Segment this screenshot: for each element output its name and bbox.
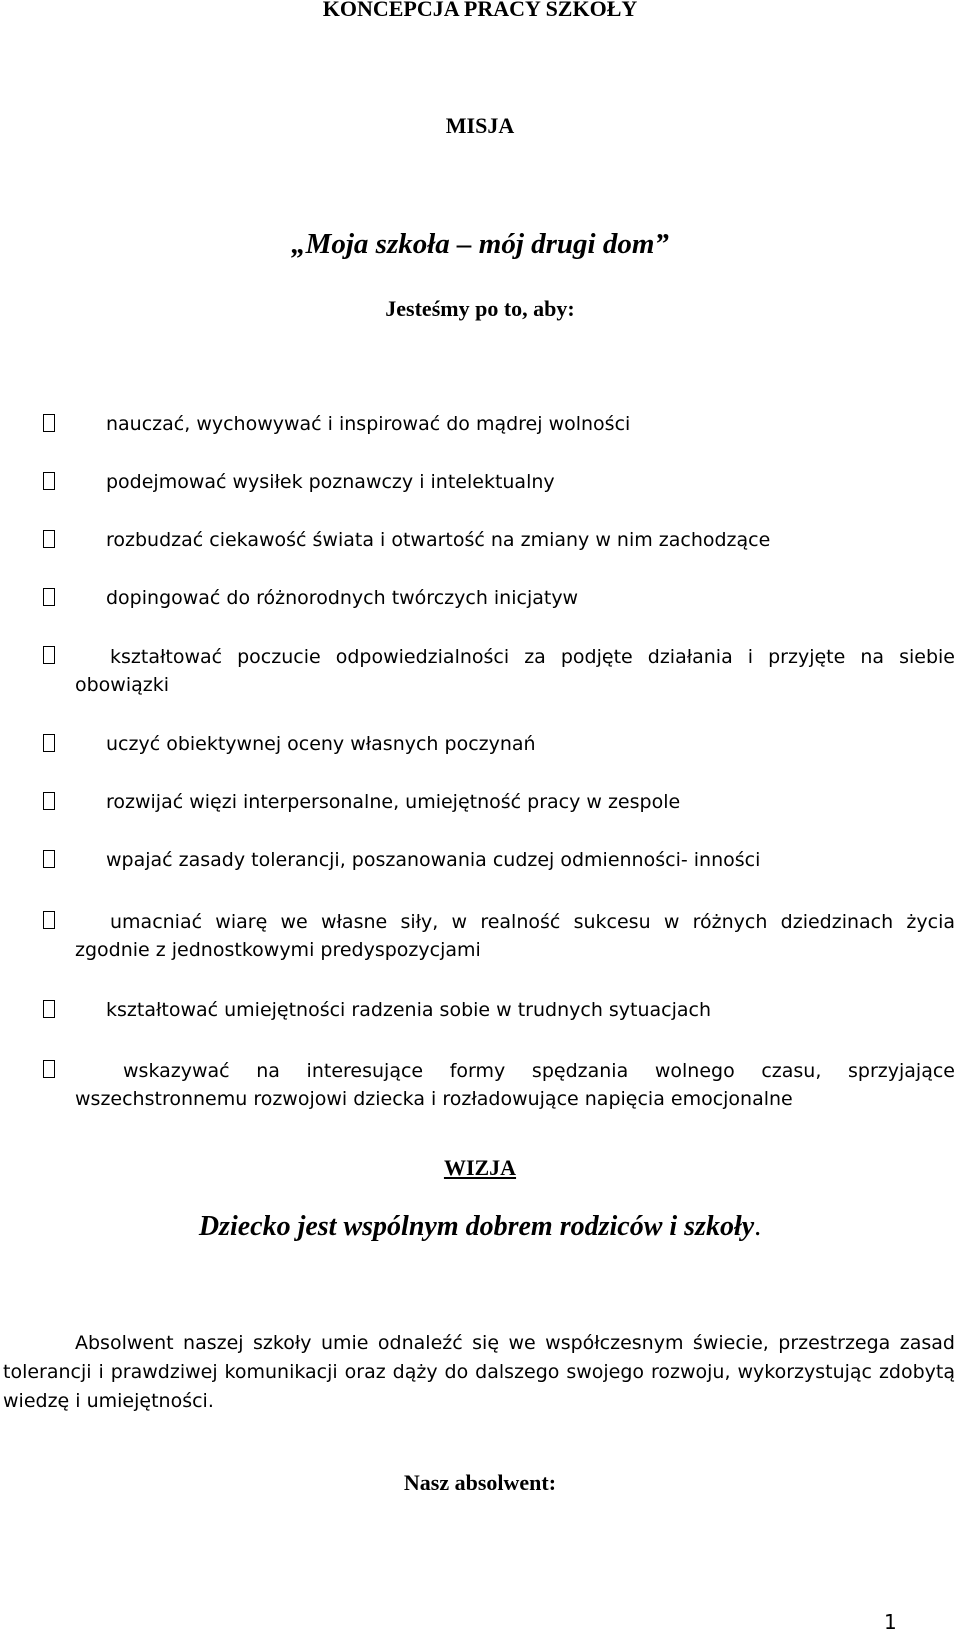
checkbox-bullet-icon	[43, 588, 55, 606]
list-item-text: kształtować umiejętności radzenia sobie w trudnych sytuacjach	[106, 999, 712, 1021]
list-item-text: umacniać wiarę we własne siły, w realność sukcesu w różnych dziedzinach życia zgodnie z jednostkowymi predyspozycjami	[75, 911, 955, 961]
mission-heading: MISJA	[445, 113, 515, 138]
graduate-heading: Nasz absolwent:	[403, 1470, 557, 1495]
list-item-text: wskazywać na interesujące formy spędzania wolnego czasu, sprzyjające wszechstronnemu rozwojowi dziecka i rozładowujące napięcia emocjonalne	[75, 1060, 955, 1110]
vision-statement-text: Dziecko jest wspólnym dobrem rodziców i szkoły	[198, 1211, 755, 1242]
list-item-text: uczyć obiektywnej oceny własnych poczynań	[106, 733, 536, 755]
checkbox-bullet-icon	[43, 414, 55, 432]
mission-motto: „Moja szkoła – mój drugi dom”	[291, 228, 669, 260]
list-item-text: wpajać zasady tolerancji, poszanowania cudzej odmienności- inności	[106, 849, 761, 871]
checkbox-bullet-icon	[43, 792, 55, 810]
checkbox-bullet-icon	[43, 1000, 55, 1018]
graduate-paragraph: Absolwent naszej szkoły umie odnaleźć się we współczesnym świecie, przestrzega zasad tolerancji i prawdziwej komunikacji oraz dąży do dalszego swojego rozwoju, wykorzystując zdobytą wiedzę i umiejętności.	[3, 1332, 955, 1412]
list-item-text: rozbudzać ciekawość świata i otwartość na zmiany w nim zachodzące	[106, 529, 771, 551]
checkbox-bullet-icon	[43, 734, 55, 752]
vision-statement	[0, 1211, 960, 1243]
checkbox-bullet-icon	[43, 472, 55, 490]
mission-intro: Jesteśmy po to, aby:	[385, 296, 575, 321]
vision-heading: WIZJA	[443, 1155, 517, 1180]
list-item-text: kształtować poczucie odpowiedzialności za podjęte działania i przyjęte na siebie obowiązki	[75, 646, 955, 696]
checkbox-bullet-icon	[43, 646, 55, 664]
page-number: 1	[884, 1610, 897, 1634]
list-item-text: dopingować do różnorodnych twórczych inicjatyw	[106, 587, 579, 609]
checkbox-bullet-icon	[43, 911, 55, 929]
list-item-text: nauczać, wychowywać i inspirować do mądrej wolności	[106, 413, 631, 435]
checkbox-bullet-icon	[43, 850, 55, 868]
vision-statement-period: .	[754, 1211, 762, 1242]
checkbox-bullet-icon	[43, 1060, 55, 1078]
list-item-text: rozwijać więzi interpersonalne, umiejętność pracy w zespole	[106, 791, 681, 813]
list-item-text: podejmować wysiłek poznawczy i intelektualny	[106, 471, 555, 493]
checkbox-bullet-icon	[43, 530, 55, 548]
document-title: KONCEPCJA PRACY SZKOŁY	[322, 0, 638, 21]
